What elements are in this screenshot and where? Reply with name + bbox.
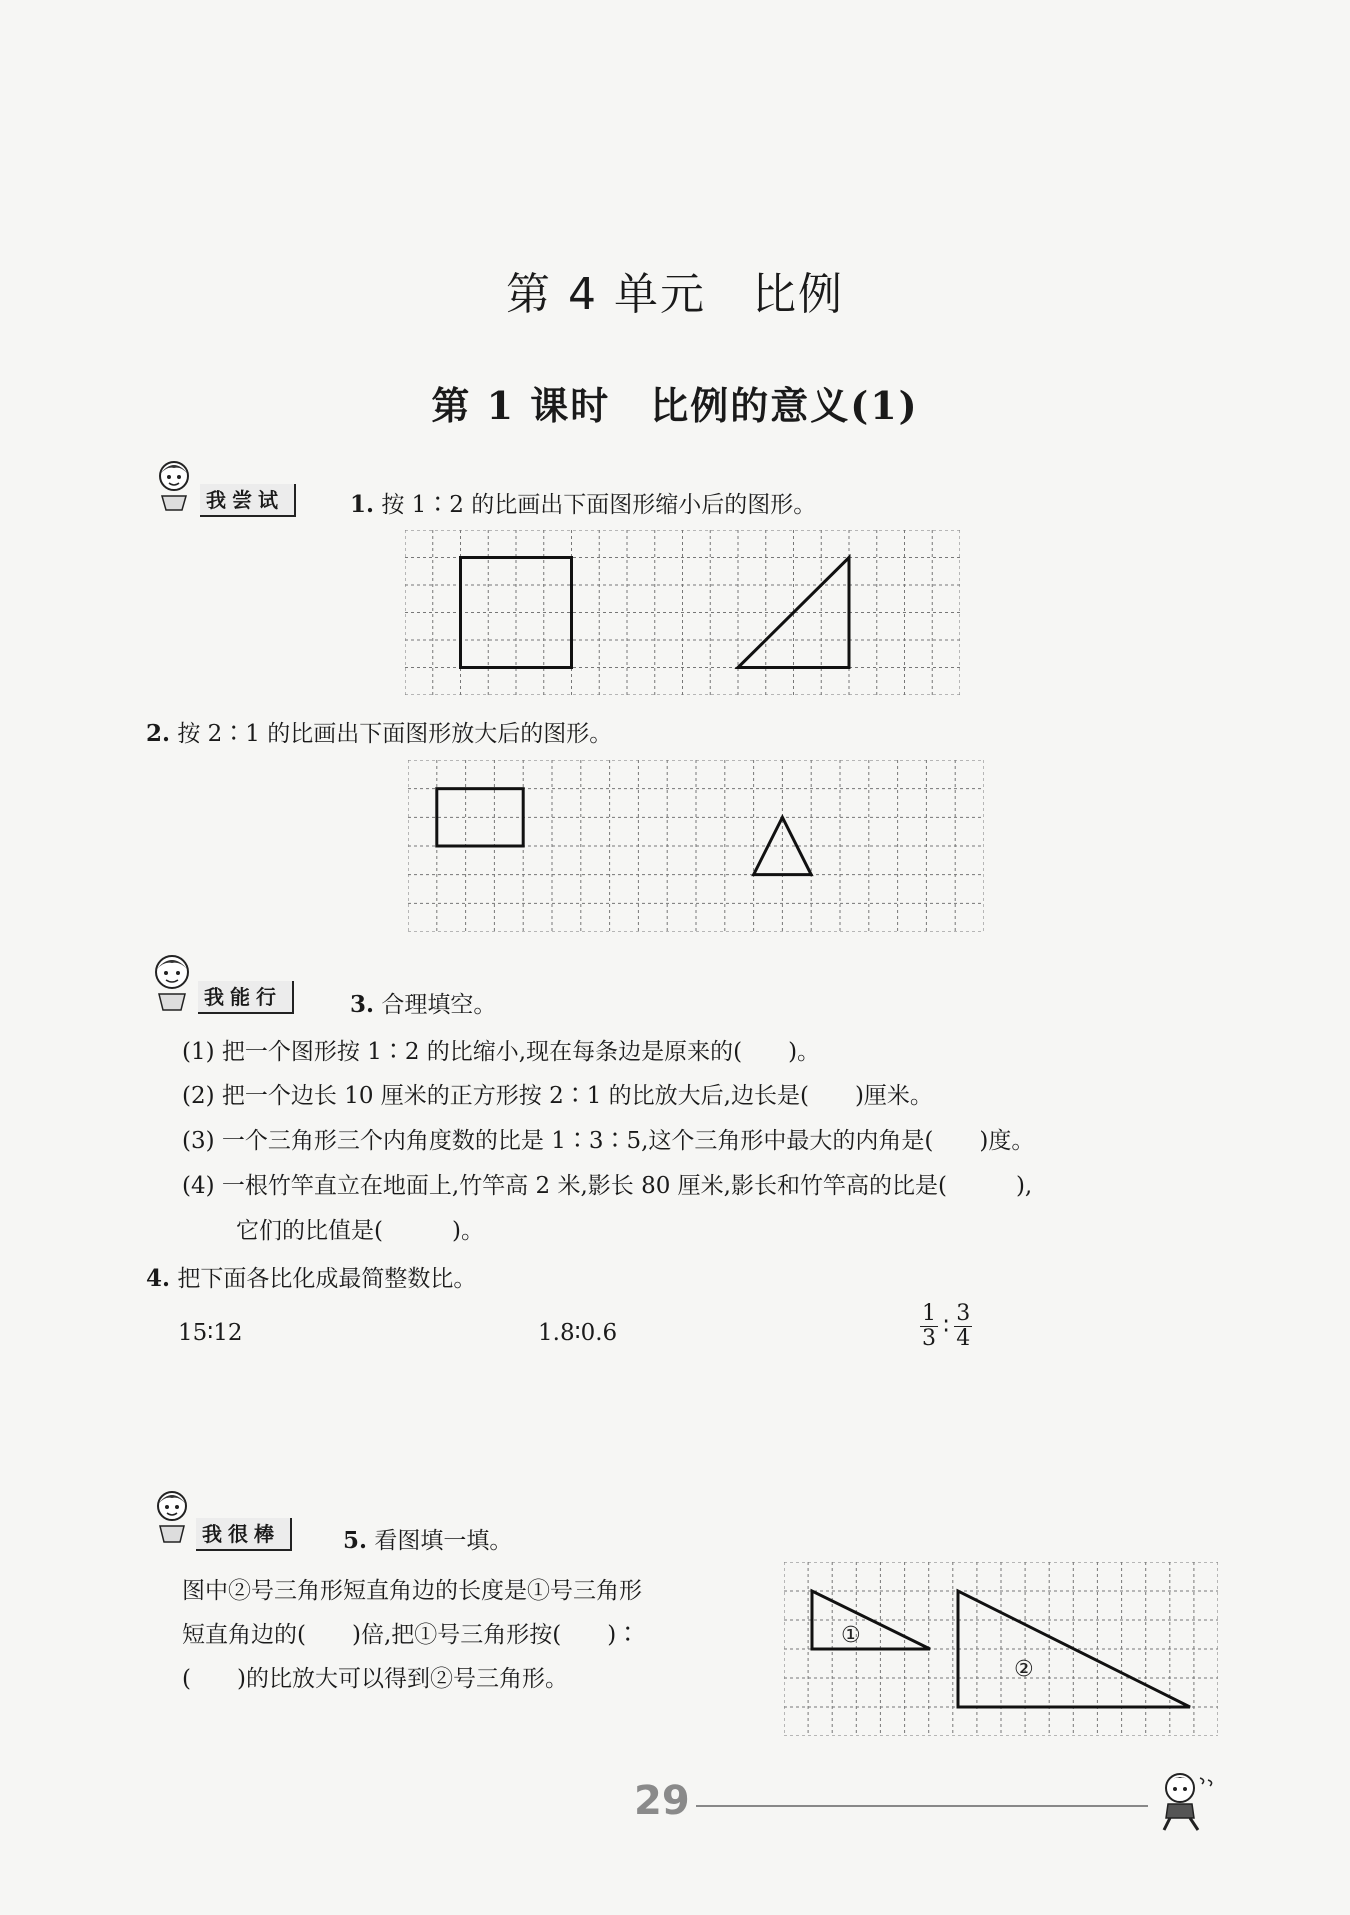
question-5-number: 5. (343, 1527, 368, 1554)
question-5-line-1: 图中②号三角形短直角边的长度是①号三角形 (182, 1578, 642, 1604)
page-number: 29 (634, 1778, 690, 1824)
fraction-1: $\frac{1}{3}$ (922, 1301, 936, 1352)
question-1-number: 1. (350, 491, 375, 518)
question-3-item-1: (1) 把一个图形按 1∶2 的比缩小,现在每条边是原来的( )。 (182, 1039, 821, 1065)
mascot-boy-running-icon (1150, 1768, 1220, 1832)
grid-q2 (408, 760, 984, 932)
triangle-1-label: ① (841, 1623, 861, 1648)
question-5-text: 看图填一填。 (374, 1528, 513, 1554)
fraction-2: $\frac{3}{4}$ (956, 1301, 971, 1352)
question-5-line-2: 短直角边的( )倍,把①号三角形按( )∶ (182, 1622, 640, 1648)
ratio-3-separator: ∶ (943, 1313, 950, 1340)
ratio-3 (920, 1302, 972, 1351)
question-3-item-3: (3) 一个三角形三个内角度数的比是 1∶3∶5,这个三角形中最大的内角是( )度。 (182, 1128, 1035, 1154)
unit-title: 第 4 单元 比例 (506, 269, 844, 320)
triangle-2-shape (958, 1591, 1190, 1707)
triangle-2-label: ② (1014, 1657, 1034, 1682)
grid-q5 (784, 1562, 1218, 1736)
badge-great: 我很棒 (196, 1518, 292, 1551)
question-5-line-3: ( )的比放大可以得到②号三角形。 (182, 1666, 568, 1692)
question-2 (146, 715, 612, 748)
ratio-2: 1.8∶0.6 (538, 1320, 618, 1346)
mascot-girl-icon (145, 950, 199, 1012)
question-4-number: 4. (146, 1265, 171, 1292)
question-4-text: 把下面各比化成最简整数比。 (177, 1266, 477, 1292)
question-1-text: 按 1∶2 的比画出下面图形缩小后的图形。 (381, 492, 817, 518)
question-3-number: 3. (350, 991, 375, 1018)
grid-lines (405, 530, 960, 695)
grid-q1 (405, 530, 960, 695)
question-4 (146, 1260, 476, 1293)
question-3-item-4: (4) 一根竹竿直立在地面上,竹竿高 2 米,影长 80 厘米,影长和竹竿高的比是( ), (182, 1173, 1033, 1199)
question-2-number: 2. (146, 720, 171, 747)
question-3-item-2: (2) 把一个边长 10 厘米的正方形按 2∶1 的比放大后,边长是( )厘米。 (182, 1083, 933, 1109)
question-2-text: 按 2∶1 的比画出下面图形放大后的图形。 (177, 721, 613, 747)
ratio-1: 15∶12 (178, 1320, 243, 1346)
question-3-text: 合理填空。 (381, 992, 497, 1018)
question-5 (343, 1522, 512, 1555)
question-1 (350, 486, 816, 519)
footer-rule (696, 1805, 1148, 1807)
mascot-girl-icon (146, 1486, 198, 1544)
question-3 (350, 986, 496, 1019)
mascot-girl-icon (148, 456, 200, 512)
lesson-title: 第 1 课时 比例的意义(1) (431, 383, 919, 428)
badge-can: 我能行 (198, 981, 294, 1014)
badge-try: 我尝试 (200, 484, 296, 517)
question-3-item-4-cont: 它们的比值是( )。 (236, 1218, 484, 1244)
